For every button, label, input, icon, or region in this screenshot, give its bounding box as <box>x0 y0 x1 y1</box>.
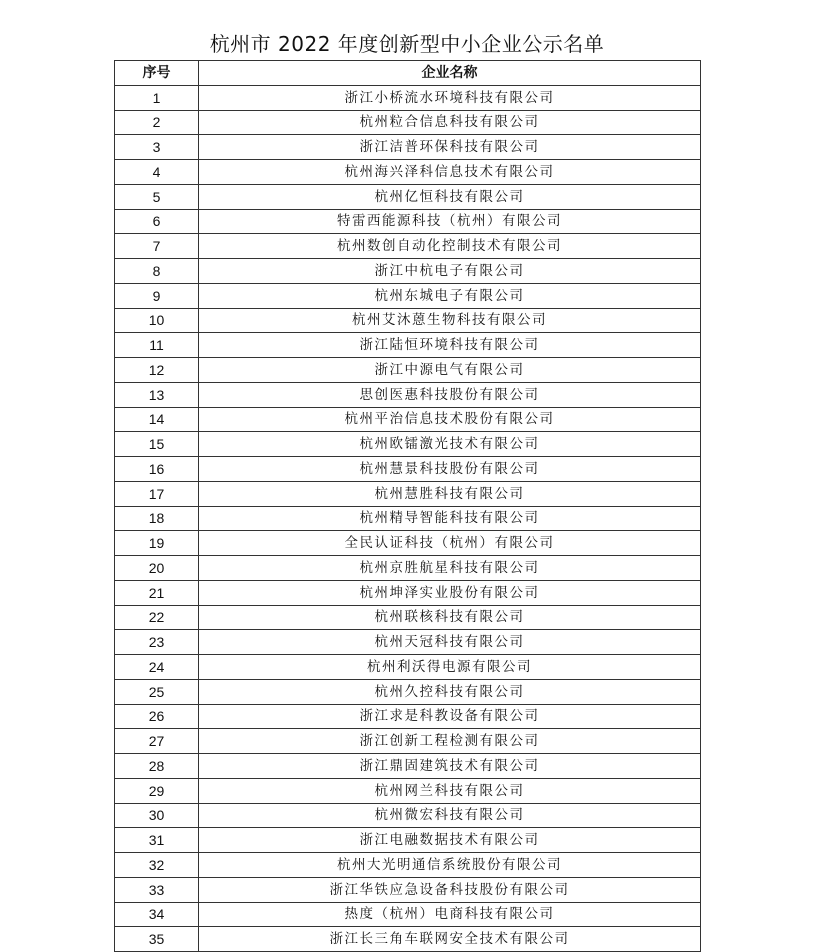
serial-number-cell: 23 <box>115 630 199 655</box>
table-row <box>115 358 701 383</box>
company-name-cell: 浙江鼎固建筑技术有限公司 <box>199 754 701 779</box>
serial-number-cell: 14 <box>115 407 199 432</box>
table-row <box>115 457 701 482</box>
table-body <box>115 85 701 951</box>
serial-number-cell: 4 <box>115 160 199 185</box>
company-name-cell: 杭州慧胜科技有限公司 <box>199 481 701 506</box>
company-name-cell: 杭州京胜航星科技有限公司 <box>199 556 701 581</box>
serial-number-cell: 9 <box>115 283 199 308</box>
table-row <box>115 902 701 927</box>
table-row <box>115 630 701 655</box>
table-row <box>115 580 701 605</box>
company-name-cell: 浙江洁普环保科技有限公司 <box>199 135 701 160</box>
company-name-cell: 杭州海兴泽科信息技术有限公司 <box>199 160 701 185</box>
table-row <box>115 778 701 803</box>
company-name-cell: 浙江长三角车联网安全技术有限公司 <box>199 927 701 952</box>
company-name-cell: 全民认证科技（杭州）有限公司 <box>199 531 701 556</box>
table-row <box>115 160 701 185</box>
company-name-cell: 杭州亿恒科技有限公司 <box>199 184 701 209</box>
table-row <box>115 828 701 853</box>
company-name-cell: 杭州东城电子有限公司 <box>199 283 701 308</box>
table-row <box>115 234 701 259</box>
table-row <box>115 481 701 506</box>
serial-number-cell: 26 <box>115 704 199 729</box>
serial-number-cell: 5 <box>115 184 199 209</box>
company-name-cell: 杭州欧镭激光技术有限公司 <box>199 432 701 457</box>
serial-number-cell: 16 <box>115 457 199 482</box>
header-serial-number: 序号 <box>115 61 199 86</box>
serial-number-cell: 2 <box>115 110 199 135</box>
company-name-cell: 特雷西能源科技（杭州）有限公司 <box>199 209 701 234</box>
table-row <box>115 333 701 358</box>
table-row <box>115 259 701 284</box>
serial-number-cell: 11 <box>115 333 199 358</box>
company-name-cell: 浙江陆恒环境科技有限公司 <box>199 333 701 358</box>
table-row <box>115 531 701 556</box>
serial-number-cell: 35 <box>115 927 199 952</box>
table-row <box>115 407 701 432</box>
table-row <box>115 209 701 234</box>
serial-number-cell: 17 <box>115 481 199 506</box>
serial-number-cell: 30 <box>115 803 199 828</box>
serial-number-cell: 20 <box>115 556 199 581</box>
serial-number-cell: 22 <box>115 605 199 630</box>
company-name-cell: 杭州精导智能科技有限公司 <box>199 506 701 531</box>
document-title: 杭州市 2022 年度创新型中小企业公示名单 <box>209 32 605 56</box>
table-row <box>115 506 701 531</box>
company-name-cell: 思创医惠科技股份有限公司 <box>199 382 701 407</box>
table-row <box>115 704 701 729</box>
serial-number-cell: 3 <box>115 135 199 160</box>
serial-number-cell: 10 <box>115 308 199 333</box>
table-row <box>115 605 701 630</box>
table-row <box>115 853 701 878</box>
company-name-cell: 杭州天冠科技有限公司 <box>199 630 701 655</box>
serial-number-cell: 24 <box>115 655 199 680</box>
serial-number-cell: 27 <box>115 729 199 754</box>
company-name-cell: 杭州微宏科技有限公司 <box>199 803 701 828</box>
table-row <box>115 432 701 457</box>
serial-number-cell: 32 <box>115 853 199 878</box>
company-name-cell: 杭州网兰科技有限公司 <box>199 778 701 803</box>
company-name-cell: 浙江中源电气有限公司 <box>199 358 701 383</box>
serial-number-cell: 18 <box>115 506 199 531</box>
serial-number-cell: 21 <box>115 580 199 605</box>
table-row <box>115 927 701 952</box>
company-list-table <box>114 60 701 952</box>
company-name-cell: 浙江电融数据技术有限公司 <box>199 828 701 853</box>
table-row <box>115 283 701 308</box>
company-name-cell: 浙江中杭电子有限公司 <box>199 259 701 284</box>
serial-number-cell: 31 <box>115 828 199 853</box>
table-row <box>115 184 701 209</box>
serial-number-cell: 25 <box>115 679 199 704</box>
company-name-cell: 浙江华铁应急设备科技股份有限公司 <box>199 877 701 902</box>
company-name-cell: 浙江小桥流水环境科技有限公司 <box>199 85 701 110</box>
company-name-cell: 杭州坤泽实业股份有限公司 <box>199 580 701 605</box>
table-row <box>115 655 701 680</box>
company-name-cell: 杭州利沃得电源有限公司 <box>199 655 701 680</box>
company-name-cell: 杭州粒合信息科技有限公司 <box>199 110 701 135</box>
table-row <box>115 308 701 333</box>
company-name-cell: 杭州数创自动化控制技术有限公司 <box>199 234 701 259</box>
table-row <box>115 85 701 110</box>
company-name-cell: 热度（杭州）电商科技有限公司 <box>199 902 701 927</box>
table-row <box>115 803 701 828</box>
company-name-cell: 杭州艾沐蒽生物科技有限公司 <box>199 308 701 333</box>
table-row <box>115 135 701 160</box>
serial-number-cell: 33 <box>115 877 199 902</box>
company-name-cell: 杭州慧景科技股份有限公司 <box>199 457 701 482</box>
table-row <box>115 110 701 135</box>
serial-number-cell: 28 <box>115 754 199 779</box>
table-row <box>115 556 701 581</box>
serial-number-cell: 7 <box>115 234 199 259</box>
company-name-cell: 杭州平治信息技术股份有限公司 <box>199 407 701 432</box>
table-header-row <box>115 61 701 86</box>
table-row <box>115 679 701 704</box>
serial-number-cell: 34 <box>115 902 199 927</box>
table-row <box>115 877 701 902</box>
company-name-cell: 浙江求是科教设备有限公司 <box>199 704 701 729</box>
table-row <box>115 382 701 407</box>
table-row <box>115 729 701 754</box>
company-name-cell: 杭州联核科技有限公司 <box>199 605 701 630</box>
table-row <box>115 754 701 779</box>
serial-number-cell: 1 <box>115 85 199 110</box>
serial-number-cell: 13 <box>115 382 199 407</box>
serial-number-cell: 19 <box>115 531 199 556</box>
company-name-cell: 浙江创新工程检测有限公司 <box>199 729 701 754</box>
serial-number-cell: 6 <box>115 209 199 234</box>
serial-number-cell: 12 <box>115 358 199 383</box>
company-name-cell: 杭州大光明通信系统股份有限公司 <box>199 853 701 878</box>
header-company-name: 企业名称 <box>199 61 701 86</box>
serial-number-cell: 8 <box>115 259 199 284</box>
serial-number-cell: 15 <box>115 432 199 457</box>
serial-number-cell: 29 <box>115 778 199 803</box>
company-name-cell: 杭州久控科技有限公司 <box>199 679 701 704</box>
